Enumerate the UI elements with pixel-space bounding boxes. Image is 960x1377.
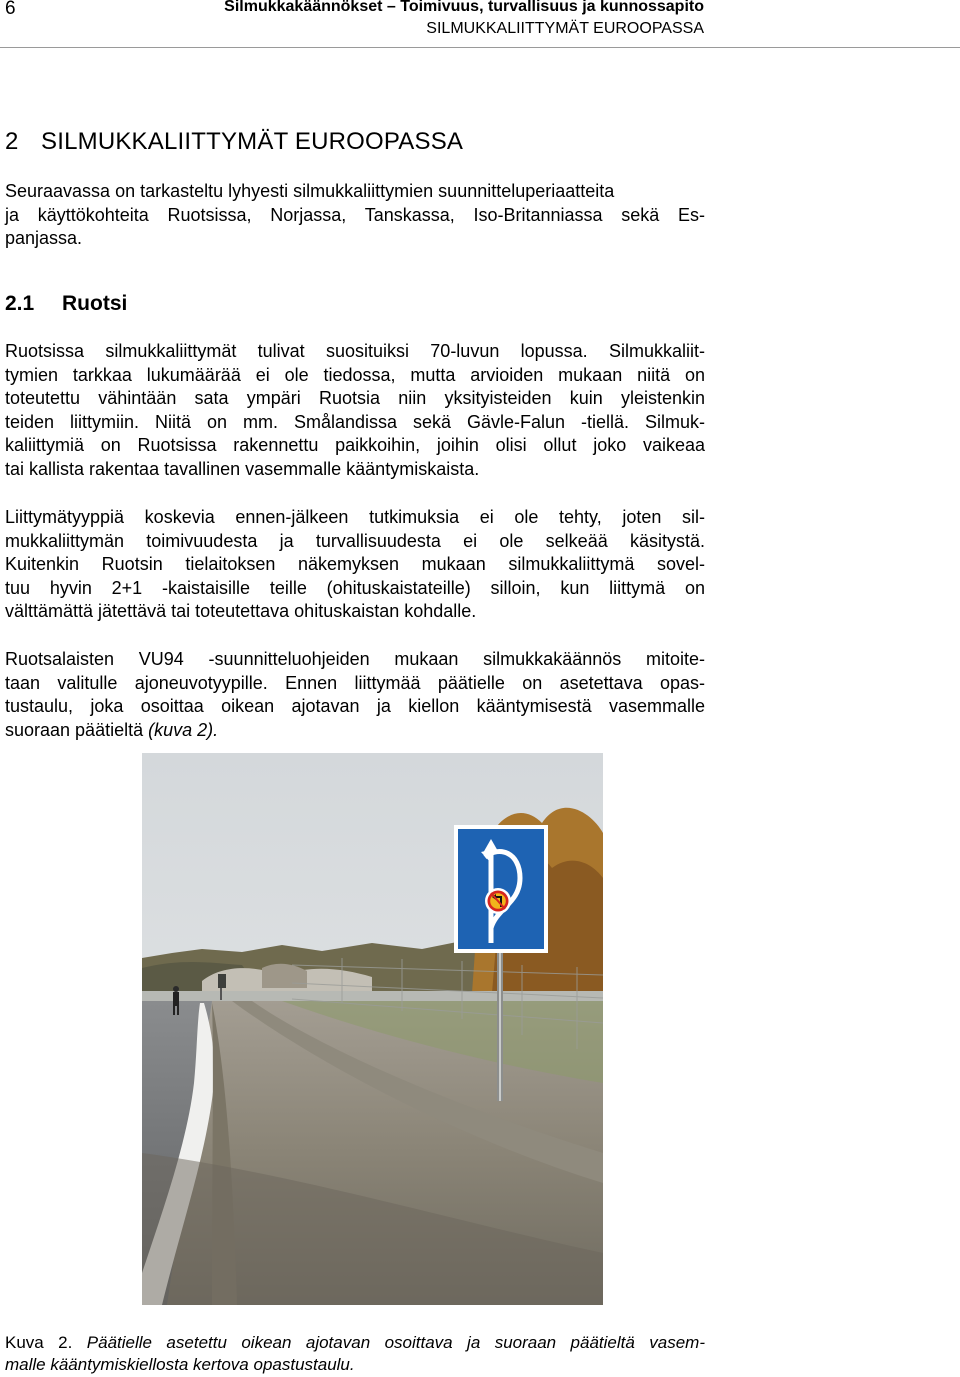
text-line: tuu hyvin 2+1 -kaistaisille teille (ohituskaistateille) silloin, kun liittymä on	[5, 577, 705, 598]
section-title: SILMUKKALIITTYMÄT EUROOPASSA	[41, 128, 464, 155]
text-run: suoraan päätieltä	[5, 719, 149, 740]
text-line: Seuraavassa on tarkasteltu lyhyesti silmukkaliittymien suunnitteluperiaatteita	[5, 181, 615, 201]
running-header-title: Silmukkakäännökset – Toimivuus, turvallisuus ja kunnossapito	[224, 0, 704, 15]
header-rule	[0, 47, 960, 48]
subsection-number: 2.1	[5, 292, 35, 315]
figure-label: Kuva 2.	[5, 1333, 73, 1352]
section-heading	[5, 128, 463, 156]
caption-line	[5, 1332, 705, 1354]
text-line: taan valitulle ajoneuvotyypille. Ennen liittymää päätielle on asetettava opas-	[5, 672, 705, 693]
caption-line: malle kääntymiskiellosta kertova opastustaulu.	[5, 1355, 355, 1374]
figure-reference: (kuva 2).	[148, 719, 219, 740]
subsection-heading	[5, 292, 127, 316]
section-number: 2	[5, 128, 19, 155]
text-line: tustaulu, joka osoittaa oikean ajotavan ja kiellon kääntymisestä vasemmalle	[5, 696, 705, 716]
text-line: toteutettu vähintään sata ympäri Ruotsia niin yksityisteiden kuin yleistenkin	[5, 388, 705, 408]
text-line: mukkaliittymän toimivuudesta ja turvallisuudesta ei ole selkeää käsitystä.	[5, 530, 705, 551]
text-line: tymien tarkkaa lukumäärää ei ole tiedossa, mutta arvioiden mukaan niitä on	[5, 364, 705, 385]
subsection-title: Ruotsi	[62, 292, 128, 315]
paragraph-history	[5, 340, 705, 481]
intro-paragraph	[5, 180, 705, 251]
text-line: Liittymätyyppiä koskevia ennen-jälkeen tutkimuksia ei ole tehty, joten sil-	[5, 507, 705, 527]
road-sign-photo	[142, 753, 603, 1305]
page-number: 6	[5, 0, 16, 19]
text-line: kaliittymiä on Ruotsissa rakennettu paikkoihin, joihin olisi ollut joko vaikeaa	[5, 435, 705, 455]
text-line: tai kallista rakentaa tavallinen vasemmalle kääntymiskaista.	[5, 458, 480, 479]
text-line: teiden liittymiin. Niitä on mm. Smålandissa sekä Gävle-Falun -tiellä. Silmuk-	[5, 411, 705, 432]
text-line: Ruotsalaisten VU94 -suunnitteluohjeiden mukaan silmukkakäännös mitoite-	[5, 649, 705, 669]
figure-caption	[5, 1332, 705, 1376]
text-line: Kuitenkin Ruotsin tielaitoksen näkemyksen mukaan silmukkaliittymä sovel-	[5, 554, 705, 574]
caption-text: Päätielle asetettu oikean ajotavan osoittava ja suoraan päätieltä vasem-	[86, 1333, 705, 1352]
text-line: välttämättä jätettävä tai toteutettava ohituskaistan kohdalle.	[5, 601, 477, 621]
text-line: ja käyttökohteita Ruotsissa, Norjassa, Tanskassa, Iso-Britanniassa sekä Es-	[5, 204, 705, 225]
text-line	[5, 719, 705, 743]
paragraph-studies	[5, 506, 705, 624]
paragraph-guidelines	[5, 648, 705, 742]
text-line: Ruotsissa silmukkaliittymät tulivat suosituiksi 70-luvun lopussa. Silmukkaliit-	[5, 341, 705, 361]
text-line: panjassa.	[5, 228, 83, 248]
figure-photo	[142, 753, 603, 1305]
running-header-chapter: SILMUKKALIITTYMÄT EUROOPASSA	[426, 20, 704, 37]
